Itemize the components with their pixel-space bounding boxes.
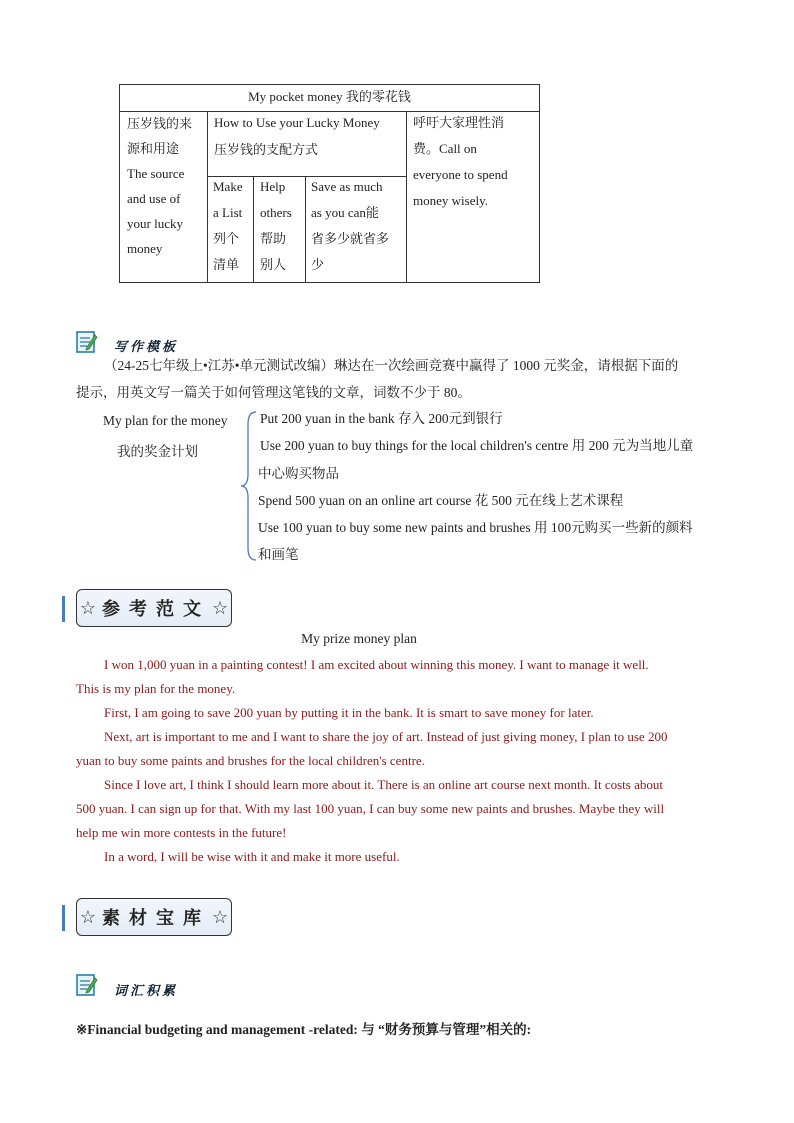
pocket-money-table bbox=[119, 84, 540, 283]
essay-line: Next, art is important to me and I want to share the joy of art. Instead of just giving money, I plan to use 200 bbox=[104, 729, 668, 744]
plan-item: Put 200 yuan in the bank 存入 200元到银行 bbox=[260, 411, 503, 426]
cell-line: your lucky bbox=[127, 216, 183, 231]
accent-bar bbox=[62, 905, 65, 931]
cell-line: 呼吁大家理性消 bbox=[413, 115, 505, 130]
reference-banner-text: 参考范文 bbox=[102, 599, 210, 620]
cell-line: money wisely. bbox=[413, 193, 488, 208]
table-sub-help-others bbox=[260, 174, 306, 278]
cell-line: 清单 bbox=[213, 257, 240, 272]
essay-line: First, I am going to save 200 yuan by putting it in the bank. It is smart to save money for later. bbox=[104, 705, 594, 720]
essay-line: Since I love art, I think I should learn more about it. There is an online art course next month. It costs about bbox=[104, 777, 663, 792]
table-col-source bbox=[127, 111, 207, 261]
writing-template-heading: 写作模板 bbox=[114, 340, 179, 355]
essay-title bbox=[0, 631, 718, 647]
cell-line: Save as much bbox=[311, 179, 383, 194]
cell-line: The source bbox=[127, 166, 185, 181]
cell-line: 压岁钱的来 bbox=[127, 116, 193, 131]
cell-line: and use of bbox=[127, 191, 181, 206]
essay-line: I won 1,000 yuan in a painting contest! I am excited about winning this money. I want to manage it well. bbox=[104, 657, 649, 672]
plan-item: 和画笔 bbox=[258, 547, 299, 563]
star-icon: ☆ bbox=[79, 597, 96, 618]
essay-title-text: My prize money plan bbox=[301, 631, 417, 646]
notepad-icon bbox=[76, 973, 98, 1002]
prompt-line: 提示，用英文写一篇关于如何管理这笔钱的文章，词数不少于 80。 bbox=[76, 385, 471, 400]
table-col-howto-header bbox=[214, 109, 404, 163]
cell-line: others bbox=[260, 205, 292, 220]
cell-line: 省多少就省多 bbox=[311, 231, 390, 246]
material-banner-text: 素材宝库 bbox=[102, 908, 210, 929]
plan-label-en: My plan for the money bbox=[103, 413, 228, 428]
cell-line: everyone to spend bbox=[413, 167, 508, 182]
plan-item: Spend 500 yuan on an online art course 花 500 元在线上艺术课程 bbox=[258, 492, 624, 508]
star-icon: ☆ bbox=[212, 906, 229, 927]
cell-line: money bbox=[127, 241, 163, 256]
cell-line: 列个 bbox=[213, 231, 240, 246]
table-sub-make-list bbox=[213, 174, 255, 278]
star-icon: ☆ bbox=[212, 597, 229, 618]
prompt-line: （24-25七年级上•江苏•单元测试改编）琳达在一次绘画竞赛中赢得了 1000 元奖金，请根据下面的 bbox=[104, 358, 679, 373]
essay-line: yuan to buy some paints and brushes for the local children's centre. bbox=[76, 753, 425, 768]
cell-line: as you can能 bbox=[311, 205, 379, 220]
cell-line: a List bbox=[213, 205, 243, 220]
accent-bar bbox=[62, 596, 65, 622]
material-banner bbox=[76, 898, 232, 936]
plan-item: Use 100 yuan to buy some new paints and brushes 用 100元购买一些新的颜料 bbox=[258, 520, 693, 536]
essay-line: help me win more contests in the future! bbox=[76, 825, 287, 840]
cell-line: 帮助 bbox=[260, 231, 287, 246]
plan-items bbox=[258, 405, 718, 569]
essay-line: 500 yuan. I can sign up for that. With my last 100 yuan, I can buy some new paints and brushes. Maybe they will bbox=[76, 801, 665, 816]
plan-item: Use 200 yuan to buy things for the local children's centre 用 200 元为当地儿童 bbox=[260, 438, 694, 454]
cell-line: Help bbox=[260, 179, 286, 194]
plan-brace bbox=[240, 410, 260, 567]
table-title: My pocket money 我的零花钱 bbox=[248, 89, 411, 104]
plan-item: 中心购买物品 bbox=[258, 465, 339, 481]
table-sub-save bbox=[311, 174, 406, 278]
cell-line: 费。Call on bbox=[413, 141, 477, 156]
topic-line: ※Financial budgeting and management -related: 与 “财务预算与管理”相关的: bbox=[76, 1022, 532, 1037]
essay-line: In a word, I will be wise with it and make it more useful. bbox=[104, 849, 400, 864]
cell-line: Make bbox=[213, 179, 243, 194]
table-col-call bbox=[413, 110, 539, 214]
cell-line: 别人 bbox=[260, 257, 287, 272]
star-icon: ☆ bbox=[79, 906, 96, 927]
cell-line: 源和用途 bbox=[127, 141, 180, 156]
cell-line: 少 bbox=[311, 257, 325, 272]
cell-line: 压岁钱的支配方式 bbox=[214, 142, 319, 157]
essay-body bbox=[76, 653, 716, 869]
vocab-heading: 词汇积累 bbox=[114, 984, 179, 999]
cell-line: How to Use your Lucky Money bbox=[214, 115, 380, 130]
reference-banner bbox=[76, 589, 232, 627]
writing-prompt bbox=[76, 352, 716, 406]
essay-line: This is my plan for the money. bbox=[76, 681, 236, 696]
plan-label-zh: 我的奖金计划 bbox=[117, 444, 198, 459]
